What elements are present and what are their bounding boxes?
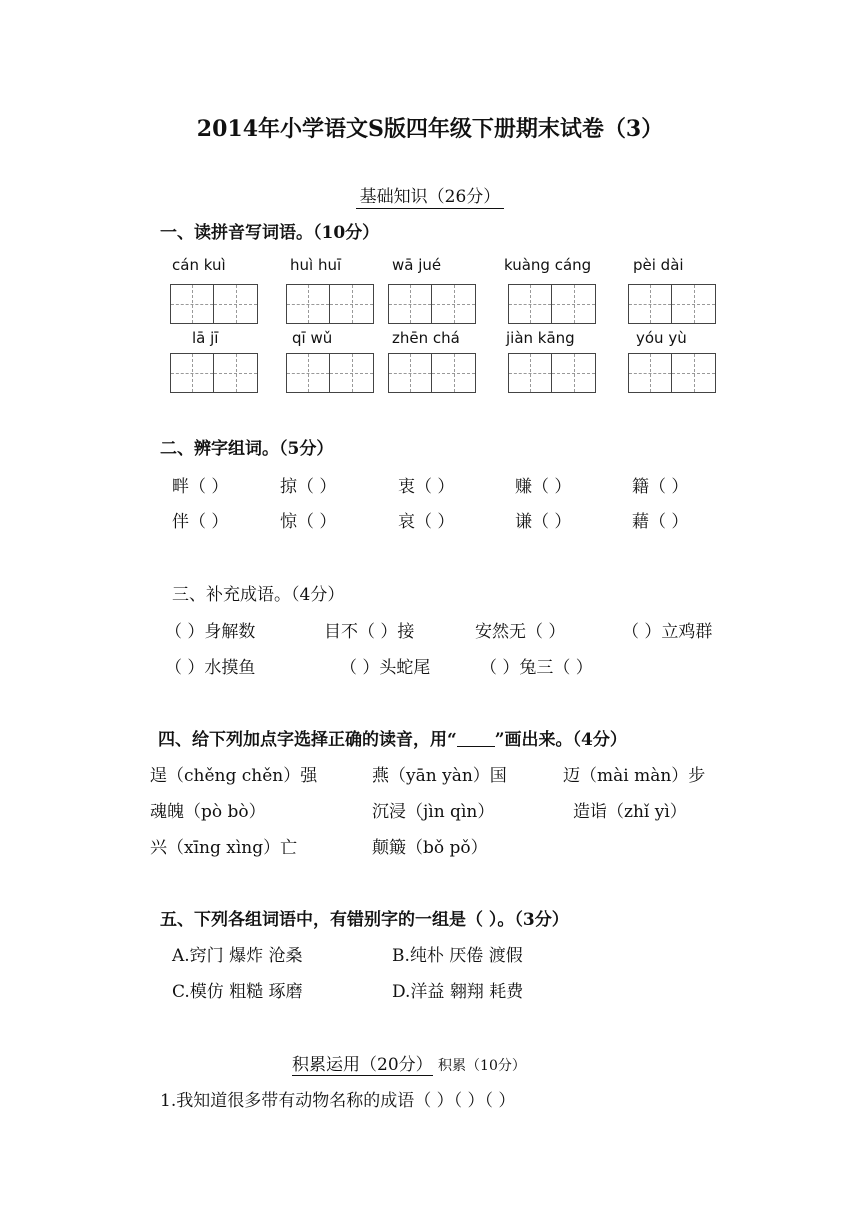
answer-grid-3[interactable] <box>388 284 476 324</box>
answer-grid-1[interactable] <box>170 284 258 324</box>
char-pair-2a: 掠（ ） <box>280 477 337 497</box>
question-1-heading: 一、读拼音写词语。（10分） <box>160 223 380 243</box>
answer-grid-9[interactable] <box>508 353 596 393</box>
idiom-2: 目不（ ）接 <box>324 622 415 642</box>
reading-4: 魂魄（pò bò） <box>150 802 266 822</box>
char-pair-3a: 衷（ ） <box>398 477 455 497</box>
answer-grid-8[interactable] <box>388 353 476 393</box>
question-2-heading: 二、辨字组词。（5分） <box>160 439 334 459</box>
idiom-3: 安然无（ ） <box>475 622 566 642</box>
reading-8: 颠簸（bǒ pǒ） <box>372 838 488 858</box>
question-6: 1.我知道很多带有动物名称的成语（ ）（ ）（ ） <box>160 1091 516 1111</box>
char-pair-2b: 惊（ ） <box>280 512 337 532</box>
reading-3: 迈（mài màn）步 <box>563 766 706 786</box>
pinyin-8: zhēn chá <box>392 329 460 347</box>
question-4-heading: 四、给下列加点字选择正确的读音，用“ ”画出来。（4分） <box>158 730 627 750</box>
pinyin-2: huì huī <box>290 256 342 274</box>
char-pair-4b: 谦（ ） <box>515 512 572 532</box>
answer-grid-5[interactable] <box>628 284 716 324</box>
reading-7: 兴（xīng xìng）亡 <box>150 838 298 858</box>
choice-a[interactable]: A.窍门 爆炸 沧桑 <box>172 946 303 966</box>
char-pair-5a: 籍（ ） <box>632 477 689 497</box>
underline-sample <box>457 729 495 747</box>
char-pair-4a: 赚（ ） <box>515 477 572 497</box>
answer-grid-2[interactable] <box>286 284 374 324</box>
pinyin-1: cán kuì <box>172 256 226 274</box>
choice-b[interactable]: B.纯朴 厌倦 渡假 <box>392 946 523 966</box>
section-heading-accumulation: 积累运用（20分） 积累（10分） <box>292 1055 526 1075</box>
section-heading-basics: 基础知识（26分） <box>0 182 860 207</box>
char-pair-1a: 畔（ ） <box>172 477 229 497</box>
pinyin-7: qī wǔ <box>292 329 333 347</box>
pinyin-9: jiàn kāng <box>506 329 575 347</box>
choice-d[interactable]: D.洋益 翱翔 耗费 <box>392 982 524 1002</box>
reading-2: 燕（yān yàn）国 <box>372 766 507 786</box>
pinyin-10: yóu yù <box>636 329 687 347</box>
pinyin-5: pèi dài <box>633 256 684 274</box>
idiom-5: （ ）水摸鱼 <box>165 658 256 678</box>
char-pair-3b: 哀（ ） <box>398 512 455 532</box>
answer-grid-4[interactable] <box>508 284 596 324</box>
pinyin-3: wā jué <box>392 256 442 274</box>
page-title: 2014年小学语文S版四年级下册期末试卷（3） <box>196 116 664 142</box>
reading-1: 逞（chěng chěn）强 <box>150 766 318 786</box>
idiom-7: （ ）兔三（ ） <box>480 658 593 678</box>
question-3-heading: 三、补充成语。（4分） <box>172 585 345 605</box>
pinyin-6: lā jī <box>192 329 219 347</box>
reading-6: 造诣（zhǐ yì） <box>573 802 687 822</box>
choice-c[interactable]: C.模仿 粗糙 琢磨 <box>172 982 303 1002</box>
answer-grid-6[interactable] <box>170 353 258 393</box>
answer-grid-7[interactable] <box>286 353 374 393</box>
idiom-1: （ ）身解数 <box>165 622 256 642</box>
char-pair-1b: 伴（ ） <box>172 512 229 532</box>
char-pair-5b: 藉（ ） <box>632 512 689 532</box>
idiom-4: （ ）立鸡群 <box>622 622 713 642</box>
answer-grid-10[interactable] <box>628 353 716 393</box>
reading-5: 沉浸（jìn qìn） <box>372 802 495 822</box>
pinyin-4: kuàng cáng <box>504 256 592 274</box>
idiom-6: （ ）头蛇尾 <box>340 658 431 678</box>
question-5-heading: 五、下列各组词语中，有错别字的一组是（ ）。（3分） <box>160 910 569 930</box>
